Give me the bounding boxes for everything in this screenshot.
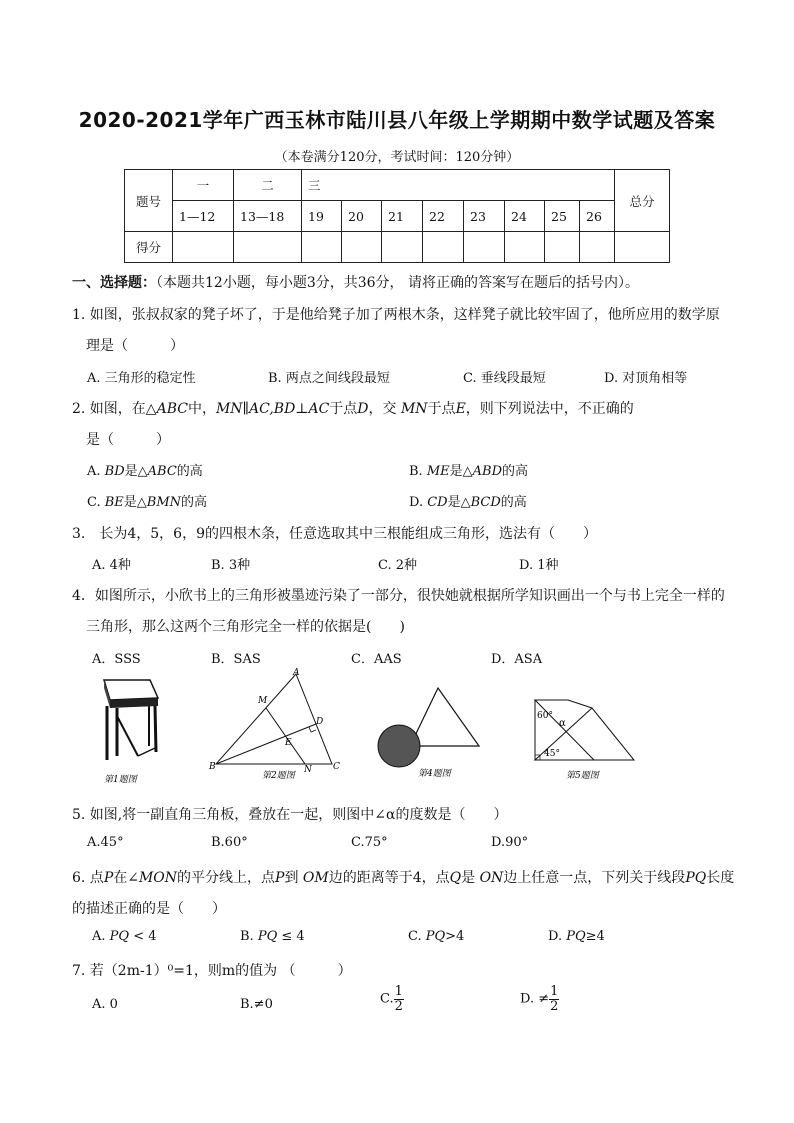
fig5-angle-60: 60° bbox=[537, 711, 553, 721]
q4-stem: 4．如图所示，小欣书上的三角形被墨迹污染了一部分，很快她就根据所学知识画出一个与书上完全一样的 bbox=[72, 588, 725, 604]
q6-stem: 6. 点P在∠MON的平分线上，点P到 OM边的距离等于4，点Q是 ON边上任意一点，下列关于线段PQ长度 bbox=[72, 870, 735, 886]
score-cell bbox=[302, 232, 342, 263]
fig2-label-a: A bbox=[293, 668, 300, 678]
figure-2-caption: 第2题图 bbox=[262, 771, 295, 781]
fig2-label-m: M bbox=[258, 696, 268, 706]
q-number-21: 21 bbox=[382, 201, 423, 232]
q2-option-d: D. CD是△BCD的高 bbox=[409, 495, 527, 510]
fig5-angle-45: 45° bbox=[544, 749, 560, 759]
q1-option-d: D. 对顶角相等 bbox=[604, 371, 688, 386]
q6-option-b: B. PQ ≤ 4 bbox=[240, 929, 305, 944]
figure-5-caption: 第5题图 bbox=[566, 771, 599, 781]
score-cell bbox=[423, 232, 464, 263]
range-1: 1—12 bbox=[173, 201, 234, 232]
q7-stem: 7. 若（2m-1）⁰=1，则m的值为 （ ） bbox=[72, 963, 352, 979]
score-cell bbox=[234, 232, 302, 263]
q3-option-b: B. 3种 bbox=[211, 558, 251, 573]
figure-4-stained-triangle bbox=[374, 684, 484, 780]
q6-option-a: A. PQ < 4 bbox=[92, 929, 157, 944]
score-cell bbox=[505, 232, 545, 263]
q1-option-c: C. 垂线段最短 bbox=[463, 371, 546, 386]
fig2-label-c: C bbox=[333, 762, 340, 772]
fig2-label-e: E bbox=[285, 738, 292, 748]
q5-option-a: A.45° bbox=[87, 835, 124, 850]
q5-option-c: C.75° bbox=[351, 835, 388, 850]
score-cell bbox=[342, 232, 382, 263]
q-number-25: 25 bbox=[545, 201, 580, 232]
q6-stem-cont: 的描述正确的是（ ） bbox=[72, 901, 226, 917]
q-number-26: 26 bbox=[580, 201, 615, 232]
q-number-22: 22 bbox=[423, 201, 464, 232]
figure-1-stool bbox=[94, 676, 164, 786]
q-number-24: 24 bbox=[505, 201, 545, 232]
q4-option-b: B．SAS bbox=[211, 652, 261, 667]
total-header: 总分 bbox=[615, 170, 670, 232]
q7-option-a: A. 0 bbox=[92, 997, 118, 1012]
q1-stem-cont: 理是（ ） bbox=[86, 338, 184, 354]
row-label-score: 得分 bbox=[125, 232, 173, 263]
score-cell bbox=[545, 232, 580, 263]
fig5-alpha: α bbox=[559, 718, 566, 729]
q2-option-b: B. ME是△ABD的高 bbox=[409, 464, 529, 479]
q2-option-a: A. BD是△ABC的高 bbox=[87, 464, 203, 479]
score-cell bbox=[464, 232, 505, 263]
range-2: 13—18 bbox=[234, 201, 302, 232]
page-title: 2020-2021学年广西玉林市陆川县八年级上学期期中数学试题及答案 bbox=[78, 108, 716, 132]
score-cell bbox=[615, 232, 670, 263]
q3-option-c: C. 2种 bbox=[378, 558, 418, 573]
section-1-heading: 一、选择题： bbox=[72, 275, 156, 291]
q5-option-d: D.90° bbox=[491, 835, 529, 850]
q7-option-b: B.≠0 bbox=[240, 997, 273, 1012]
fig2-label-b: B bbox=[209, 762, 216, 772]
q-number-20: 20 bbox=[342, 201, 382, 232]
q7-option-d: D. ≠ $\frac{1}{2}$ bbox=[520, 984, 559, 1014]
figure-2-triangle bbox=[204, 666, 344, 782]
row-label-number: 题号 bbox=[125, 170, 173, 232]
q6-option-d: D. PQ≥4 bbox=[548, 929, 605, 944]
q1-option-b: B. 两点之间线段最短 bbox=[268, 371, 390, 386]
section-3-header: 三 bbox=[302, 170, 615, 201]
section-1-instruction: （本题共12小题，每小题3分，共36分， 请将正确的答案写在题后的括号内）。 bbox=[156, 275, 639, 291]
q1-option-a: A. 三角形的稳定性 bbox=[87, 371, 196, 386]
q6-option-c: C. PQ>4 bbox=[408, 929, 465, 944]
q3-option-a: A. 4种 bbox=[92, 558, 131, 573]
q7-option-c-fraction: $\frac{1}{2}$ bbox=[394, 984, 403, 1014]
figure-5-set-squares bbox=[530, 694, 640, 784]
section-2-header: 二 bbox=[234, 170, 302, 201]
q3-option-d: D. 1种 bbox=[519, 558, 559, 573]
q3-stem: 3. 长为4，5，6，9的四根木条，任意选取其中三根能组成三角形，选法有（ ） bbox=[72, 526, 597, 542]
q4-stem-cont: 三角形，那么这两个三角形完全一样的依据是( ) bbox=[86, 619, 405, 635]
q7-option-c: C. $\frac{1}{2}$ bbox=[380, 984, 403, 1014]
q2-stem: 2. 如图，在△ABC中，MN∥AC,BD⊥AC于点D，交 MN于点E，则下列说法中，不正确的 bbox=[72, 401, 634, 417]
fig2-label-n: N bbox=[304, 765, 312, 775]
exam-subtitle: （本卷满分120分，考试时间：120分钟） bbox=[274, 150, 520, 165]
fig2-label-d: D bbox=[316, 717, 324, 727]
q-number-23: 23 bbox=[464, 201, 505, 232]
score-cell bbox=[173, 232, 234, 263]
q4-option-d: D．ASA bbox=[491, 652, 543, 667]
q7-option-d-fraction: $\frac{1}{2}$ bbox=[550, 984, 559, 1014]
q4-option-c: C．AAS bbox=[351, 652, 402, 667]
section-1-title bbox=[72, 272, 639, 292]
section-1-header: 一 bbox=[173, 170, 234, 201]
score-cell bbox=[580, 232, 615, 263]
figure-1-caption: 第1题图 bbox=[104, 775, 137, 785]
q-number-19: 19 bbox=[302, 201, 342, 232]
q2-option-c: C. BE是△BMN的高 bbox=[87, 495, 208, 510]
score-cell bbox=[382, 232, 423, 263]
q4-option-a: A．SSS bbox=[92, 652, 141, 667]
q1-stem: 1. 如图，张叔叔家的凳子坏了，于是他给凳子加了两根木条，这样凳子就比较牢固了，他所应用的数学原 bbox=[72, 307, 720, 323]
score-table bbox=[124, 169, 670, 263]
q5-option-b: B.60° bbox=[211, 835, 248, 850]
q5-stem: 5. 如图,将一副直角三角板，叠放在一起，则图中∠α的度数是（ ） bbox=[72, 807, 508, 823]
q2-stem-cont: 是（ ） bbox=[86, 432, 170, 448]
figure-4-caption: 第4题图 bbox=[418, 769, 451, 779]
